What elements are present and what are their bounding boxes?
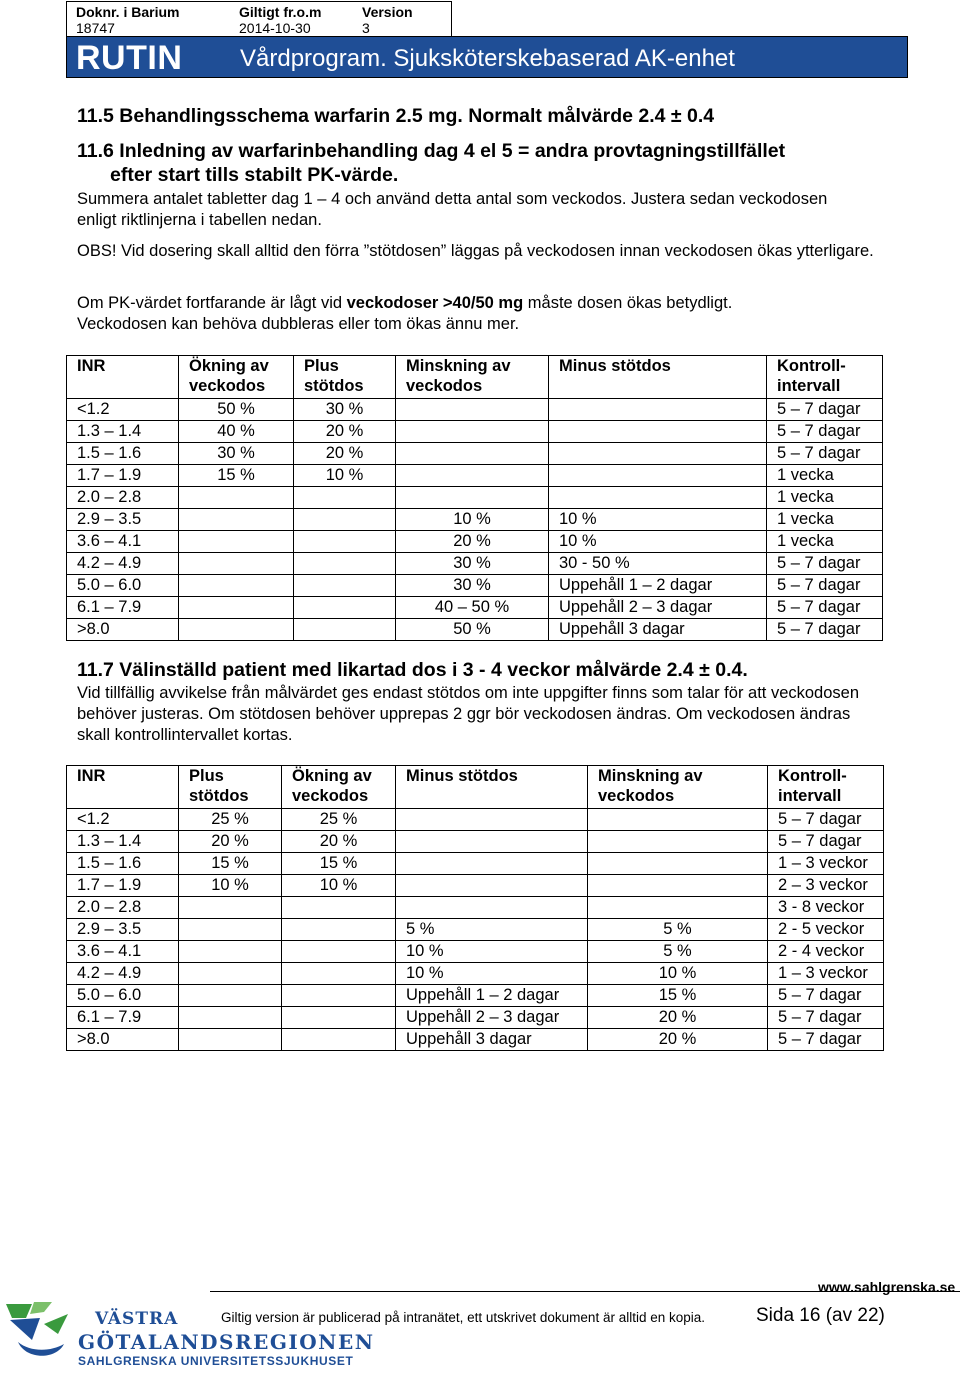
table-cell	[396, 853, 588, 875]
dosing-table-initial	[66, 355, 883, 641]
table-cell	[179, 919, 282, 941]
table-row	[67, 421, 883, 443]
table-cell	[549, 465, 767, 487]
table-cell	[294, 553, 396, 575]
table-row	[67, 985, 884, 1007]
table-header-cell: Plus stötdos	[179, 766, 282, 809]
table-cell	[396, 809, 588, 831]
table-cell	[179, 619, 294, 641]
table-cell	[396, 875, 588, 897]
table-cell: 5 – 7 dagar	[767, 575, 883, 597]
version-value: 3	[362, 20, 370, 36]
table-cell	[294, 487, 396, 509]
table-cell	[294, 531, 396, 553]
table-cell	[179, 531, 294, 553]
table-cell: 5 – 7 dagar	[767, 597, 883, 619]
title-bar	[66, 36, 908, 78]
table-header-cell: Minskning av veckodos	[588, 766, 768, 809]
table-cell: 2.0 – 2.8	[67, 897, 179, 919]
table-cell: 1 – 3 veckor	[768, 853, 884, 875]
table-cell: 1.7 – 1.9	[67, 875, 179, 897]
table-cell	[179, 597, 294, 619]
table-cell: 10 %	[549, 531, 767, 553]
table-cell	[294, 509, 396, 531]
table-cell	[588, 809, 768, 831]
table-cell: 1.5 – 1.6	[67, 853, 179, 875]
table-cell: 3.6 – 4.1	[67, 941, 179, 963]
table-header-row	[67, 766, 884, 809]
table-cell: 1 vecka	[767, 531, 883, 553]
table-cell: 15 %	[179, 465, 294, 487]
logo-line1: VÄSTRA	[95, 1309, 179, 1329]
table-cell: 20 %	[588, 1029, 768, 1051]
table-cell: 1 – 3 veckor	[768, 963, 884, 985]
table-cell	[396, 443, 549, 465]
table-header-cell: Plus stötdos	[294, 356, 396, 399]
table-cell: 1 vecka	[767, 509, 883, 531]
table-cell: <1.2	[67, 399, 179, 421]
paragraph-valinstalld: Vid tillfällig avvikelse från målvärdet ges endast stötdos om inte uppgifter finns som talar för att veckodosen behöver justeras. Om stötdosen behöver upprepas 2 ggr bör veckodosen ändras. Om veckodosen ändras skall kontrollintervallet kortas.	[77, 684, 860, 744]
table-cell: 1 vecka	[767, 487, 883, 509]
version-label: Version	[362, 4, 413, 20]
table-cell	[179, 553, 294, 575]
table-cell: 5 %	[588, 941, 768, 963]
dosing-table-stable	[66, 765, 884, 1051]
table-cell	[179, 487, 294, 509]
table-cell	[179, 941, 282, 963]
heading-11-6-line1: 11.6 Inledning av warfarinbehandling dag 4 el 5 = andra provtagningstillfället	[77, 140, 786, 162]
table-header-cell: Minskning av veckodos	[396, 356, 549, 399]
table-cell: 2 – 3 veckor	[768, 875, 884, 897]
table-cell: 10 %	[294, 465, 396, 487]
table-cell: Uppehåll 1 – 2 dagar	[549, 575, 767, 597]
table-cell: 2.0 – 2.8	[67, 487, 179, 509]
table-header-row	[67, 356, 883, 399]
table-cell	[549, 421, 767, 443]
table-cell	[294, 619, 396, 641]
table-row	[67, 443, 883, 465]
table-cell: 15 %	[282, 853, 396, 875]
paragraph-obs: OBS! Vid dosering skall alltid den förra ”stötdosen” läggas på veckodosen innan veckodosen ökas ytterligare.	[77, 242, 874, 260]
footer-url: www.sahlgrenska.se	[818, 1279, 956, 1295]
table-cell: 5 – 7 dagar	[767, 553, 883, 575]
table-cell: 1.5 – 1.6	[67, 443, 179, 465]
doknr-value: 18747	[76, 20, 115, 36]
table-cell: 30 %	[294, 399, 396, 421]
table-cell: 25 %	[179, 809, 282, 831]
table-cell: >8.0	[67, 1029, 179, 1051]
heading-11-6-line2: efter start tills stabilt PK-värde.	[110, 164, 399, 186]
table-cell: 5 – 7 dagar	[767, 421, 883, 443]
table-row	[67, 487, 883, 509]
table-cell	[282, 897, 396, 919]
table-cell: 20 %	[282, 831, 396, 853]
table-row	[67, 553, 883, 575]
table-cell: 5 – 7 dagar	[767, 619, 883, 641]
table-cell: 5 – 7 dagar	[767, 399, 883, 421]
heading-11-7: 11.7 Välinställd patient med likartad dos i 3 - 4 veckor målvärde 2.4 ± 0.4.	[77, 659, 748, 681]
table-cell	[396, 421, 549, 443]
table-row	[67, 831, 884, 853]
table-cell	[282, 985, 396, 1007]
table-cell	[549, 443, 767, 465]
table-cell: 20 %	[179, 831, 282, 853]
table-cell: 6.1 – 7.9	[67, 597, 179, 619]
table-cell: 10 %	[396, 941, 588, 963]
table-cell: 1 vecka	[767, 465, 883, 487]
table-cell: 1.3 – 1.4	[67, 831, 179, 853]
footer-note: Giltig version är publicerad på intranätet, ett utskrivet dokument är alltid en kopia.	[221, 1310, 706, 1325]
vgr-logo-icon	[4, 1300, 76, 1364]
table-cell: 10 %	[549, 509, 767, 531]
table-cell: 5.0 – 6.0	[67, 575, 179, 597]
table-cell: 25 %	[282, 809, 396, 831]
table-cell	[549, 487, 767, 509]
table-cell: 2 - 5 veckor	[768, 919, 884, 941]
table-cell	[588, 831, 768, 853]
table-cell: 20 %	[396, 531, 549, 553]
table-cell	[588, 875, 768, 897]
table-cell: Uppehåll 3 dagar	[549, 619, 767, 641]
table-row	[67, 897, 884, 919]
table-cell: 10 %	[396, 509, 549, 531]
table-row	[67, 919, 884, 941]
table-cell	[179, 509, 294, 531]
logo-line2: GÖTALANDSREGIONEN	[78, 1330, 375, 1354]
table-cell: 10 %	[282, 875, 396, 897]
table-header-cell: Minus stötdos	[549, 356, 767, 399]
table-cell: 5 – 7 dagar	[767, 443, 883, 465]
table-cell: 5 – 7 dagar	[768, 1029, 884, 1051]
table-cell	[179, 575, 294, 597]
table-cell	[294, 575, 396, 597]
table-cell: Uppehåll 2 – 3 dagar	[396, 1007, 588, 1029]
table-cell: 10 %	[396, 963, 588, 985]
table-cell: 20 %	[588, 1007, 768, 1029]
table-cell: 30 %	[396, 553, 549, 575]
table-cell: Uppehåll 1 – 2 dagar	[396, 985, 588, 1007]
table-cell	[282, 963, 396, 985]
table-cell: 5 %	[396, 919, 588, 941]
table-row	[67, 853, 884, 875]
table-cell: 2 - 4 veckor	[768, 941, 884, 963]
table-cell: Uppehåll 2 – 3 dagar	[549, 597, 767, 619]
table-cell	[396, 465, 549, 487]
table-cell: 20 %	[294, 443, 396, 465]
table-cell	[549, 399, 767, 421]
table-cell: 4.2 – 4.9	[67, 963, 179, 985]
table-header-cell: Kontroll- intervall	[768, 766, 884, 809]
table-cell: 3.6 – 4.1	[67, 531, 179, 553]
doknr-label: Doknr. i Barium	[76, 4, 180, 20]
footer-rule	[210, 1291, 960, 1292]
table-cell: 30 - 50 %	[549, 553, 767, 575]
paragraph-pk-varde: Om PK-värdet fortfarande är lågt vid veckodoser >40/50 mg måste dosen ökas betydligt.	[77, 294, 733, 312]
table-row	[67, 1029, 884, 1051]
table-cell	[282, 919, 396, 941]
page-number: Sida 16 (av 22)	[756, 1305, 885, 1326]
table-row	[67, 1007, 884, 1029]
table-cell: Uppehåll 3 dagar	[396, 1029, 588, 1051]
table-cell: 50 %	[396, 619, 549, 641]
table-cell: 10 %	[588, 963, 768, 985]
table-cell: >8.0	[67, 619, 179, 641]
table-row	[67, 509, 883, 531]
table-cell: 2.9 – 3.5	[67, 509, 179, 531]
table-row	[67, 963, 884, 985]
table-cell: 10 %	[179, 875, 282, 897]
table-cell: 5 – 7 dagar	[768, 985, 884, 1007]
table-cell: 5 – 7 dagar	[768, 831, 884, 853]
document-meta-box	[66, 1, 452, 36]
table-cell	[179, 963, 282, 985]
paragraph-dubbleras: Veckodosen kan behöva dubbleras eller tom ökas ännu mer.	[77, 315, 520, 333]
table-row	[67, 809, 884, 831]
table-row	[67, 597, 883, 619]
table-cell	[294, 597, 396, 619]
document-type: RUTIN	[76, 39, 183, 77]
table-header-cell: Ökning av veckodos	[179, 356, 294, 399]
table-cell	[179, 897, 282, 919]
heading-11-5: 11.5 Behandlingsschema warfarin 2.5 mg. Normalt målvärde 2.4 ± 0.4	[77, 105, 715, 127]
table-row	[67, 531, 883, 553]
table-header-cell: INR	[67, 356, 179, 399]
table-cell: 5 %	[588, 919, 768, 941]
table-cell: 6.1 – 7.9	[67, 1007, 179, 1029]
table-cell	[588, 897, 768, 919]
table-cell: 30 %	[396, 575, 549, 597]
giltigt-value: 2014-10-30	[239, 20, 311, 36]
giltigt-label: Giltigt fr.o.m	[239, 4, 322, 20]
table-cell: 20 %	[294, 421, 396, 443]
table-header-cell: Minus stötdos	[396, 766, 588, 809]
table-cell	[282, 1007, 396, 1029]
table-cell: 2.9 – 3.5	[67, 919, 179, 941]
table-cell	[282, 941, 396, 963]
table1-body	[67, 356, 883, 641]
logo-line3: SAHLGRENSKA UNIVERSITETSSJUKHUSET	[78, 1354, 354, 1368]
table-cell	[179, 1029, 282, 1051]
table-cell: 5.0 – 6.0	[67, 985, 179, 1007]
table-cell: 1.3 – 1.4	[67, 421, 179, 443]
table-cell: 40 %	[179, 421, 294, 443]
table-row	[67, 399, 883, 421]
table-cell	[396, 487, 549, 509]
table-cell: 15 %	[179, 853, 282, 875]
table-row	[67, 575, 883, 597]
table-row	[67, 941, 884, 963]
table-header-cell: INR	[67, 766, 179, 809]
table-cell	[396, 399, 549, 421]
table-header-cell: Kontroll- intervall	[767, 356, 883, 399]
table-cell: 1.7 – 1.9	[67, 465, 179, 487]
table-cell	[179, 1007, 282, 1029]
table-row	[67, 875, 884, 897]
table-header-cell: Ökning av veckodos	[282, 766, 396, 809]
table-cell: 15 %	[588, 985, 768, 1007]
table-cell: 5 – 7 dagar	[768, 1007, 884, 1029]
table-cell: <1.2	[67, 809, 179, 831]
table-row	[67, 465, 883, 487]
table-cell: 4.2 – 4.9	[67, 553, 179, 575]
table-cell: 5 – 7 dagar	[768, 809, 884, 831]
table-cell: 50 %	[179, 399, 294, 421]
paragraph-summera: Summera antalet tabletter dag 1 – 4 och använd detta antal som veckodos. Justera sedan veckodosen enligt riktlinjerna i tabellen nedan.	[77, 190, 828, 229]
table-cell	[179, 985, 282, 1007]
table-cell	[588, 853, 768, 875]
table-cell: 3 - 8 veckor	[768, 897, 884, 919]
document-title: Vårdprogram. Sjuksköterskebaserad AK-enhet	[240, 45, 735, 72]
table-cell: 30 %	[179, 443, 294, 465]
table-row	[67, 619, 883, 641]
table-cell	[396, 831, 588, 853]
table-cell	[396, 897, 588, 919]
table-cell	[282, 1029, 396, 1051]
table2-body	[67, 766, 884, 1051]
table-cell: 40 – 50 %	[396, 597, 549, 619]
